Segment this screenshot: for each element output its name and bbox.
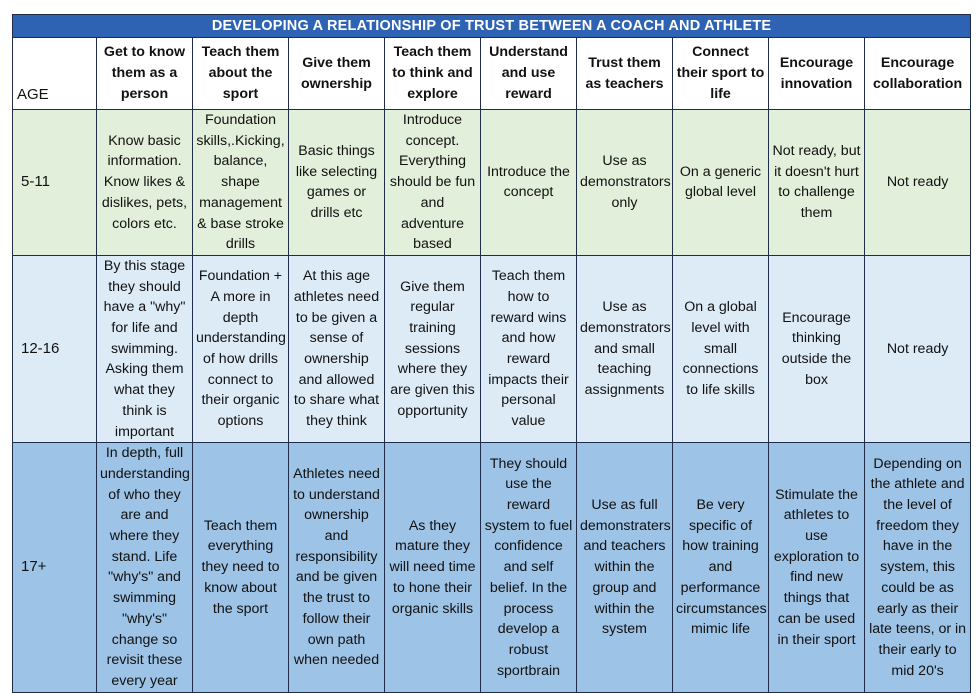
table-row (13, 110, 971, 256)
table-row (13, 443, 971, 692)
table-cell: Introduce concept. Everything should be fun and adventure based (385, 110, 481, 256)
age-cell: 5-11 (13, 110, 97, 256)
table-cell: Use as demonstrators and small teaching assignments (577, 255, 673, 442)
column-header-reward: Understand and use reward (481, 38, 577, 110)
table-cell: Teach them everything they need to know about the sport (193, 443, 289, 692)
trust-table-sheet (12, 14, 970, 689)
table-cell: At this age athletes need to be given a sense of ownership and allowed to share what they think (289, 255, 385, 442)
title-row (13, 15, 971, 38)
table-cell: Not ready, but it doesn't hurt to challenge them (769, 110, 865, 256)
table-cell: Know basic information. Know likes & dislikes, pets, colors etc. (97, 110, 193, 256)
table-cell: As they mature they will need time to hone their organic skills (385, 443, 481, 692)
table-cell: Athletes need to understand ownership and responsibility and be given the trust to follow their own path when needed (289, 443, 385, 692)
column-header-teachers: Trust them as teachers (577, 38, 673, 110)
table-cell: Foundation skills,.Kicking, balance, shape management & base stroke drills (193, 110, 289, 256)
table-cell: Introduce the concept (481, 110, 577, 256)
column-header-connect-life: Connect their sport to life (673, 38, 769, 110)
table-cell: Encourage thinking outside the box (769, 255, 865, 442)
column-header-innovation: Encourage innovation (769, 38, 865, 110)
table-cell: Use as demonstrators only (577, 110, 673, 256)
table-cell: Basic things like selecting games or drills etc (289, 110, 385, 256)
column-header-teach-sport: Teach them about the sport (193, 38, 289, 110)
column-header-get-to-know: Get to know them as a person (97, 38, 193, 110)
table-cell: Be very specific of how training and performance circumstances mimic life (673, 443, 769, 692)
table-cell: On a generic global level (673, 110, 769, 256)
trust-table (12, 14, 971, 693)
table-cell: Give them regular training sessions where they are given this opportunity (385, 255, 481, 442)
table-row (13, 255, 971, 442)
table-cell: Depending on the athlete and the level of freedom they have in the system, this could be as early as their late teens, or in their early to mid 20's (865, 443, 971, 692)
column-header-collaboration: Encourage collaboration (865, 38, 971, 110)
table-cell: Stimulate the athletes to use exploration to find new things that can be used in their sport (769, 443, 865, 692)
table-cell: They should use the reward system to fuel confidence and self belief. In the process develop a robust sportbrain (481, 443, 577, 692)
table-cell: By this stage they should have a "why" for life and swimming. Asking them what they think is important (97, 255, 193, 442)
column-header-think-explore: Teach them to think and explore (385, 38, 481, 110)
header-row (13, 38, 971, 110)
age-cell: 12-16 (13, 255, 97, 442)
age-cell: 17+ (13, 443, 97, 692)
table-cell: Teach them how to reward wins and how reward impacts their personal value (481, 255, 577, 442)
table-cell: Foundation + A more in depth understanding of how drills connect to their organic options (193, 255, 289, 442)
table-cell: In depth, full understanding of who they are and where they stand. Life "why's" and swimming "why's" change so revisit these every year (97, 443, 193, 692)
table-title: DEVELOPING A RELATIONSHIP OF TRUST BETWEEN A COACH AND ATHLETE (13, 15, 971, 38)
table-cell: Use as full demonstraters and teachers within the group and within the system (577, 443, 673, 692)
table-cell: Not ready (865, 110, 971, 256)
table-cell: On a global level with small connections to life skills (673, 255, 769, 442)
table-cell: Not ready (865, 255, 971, 442)
column-header-ownership: Give them ownership (289, 38, 385, 110)
age-header: AGE (13, 38, 97, 110)
